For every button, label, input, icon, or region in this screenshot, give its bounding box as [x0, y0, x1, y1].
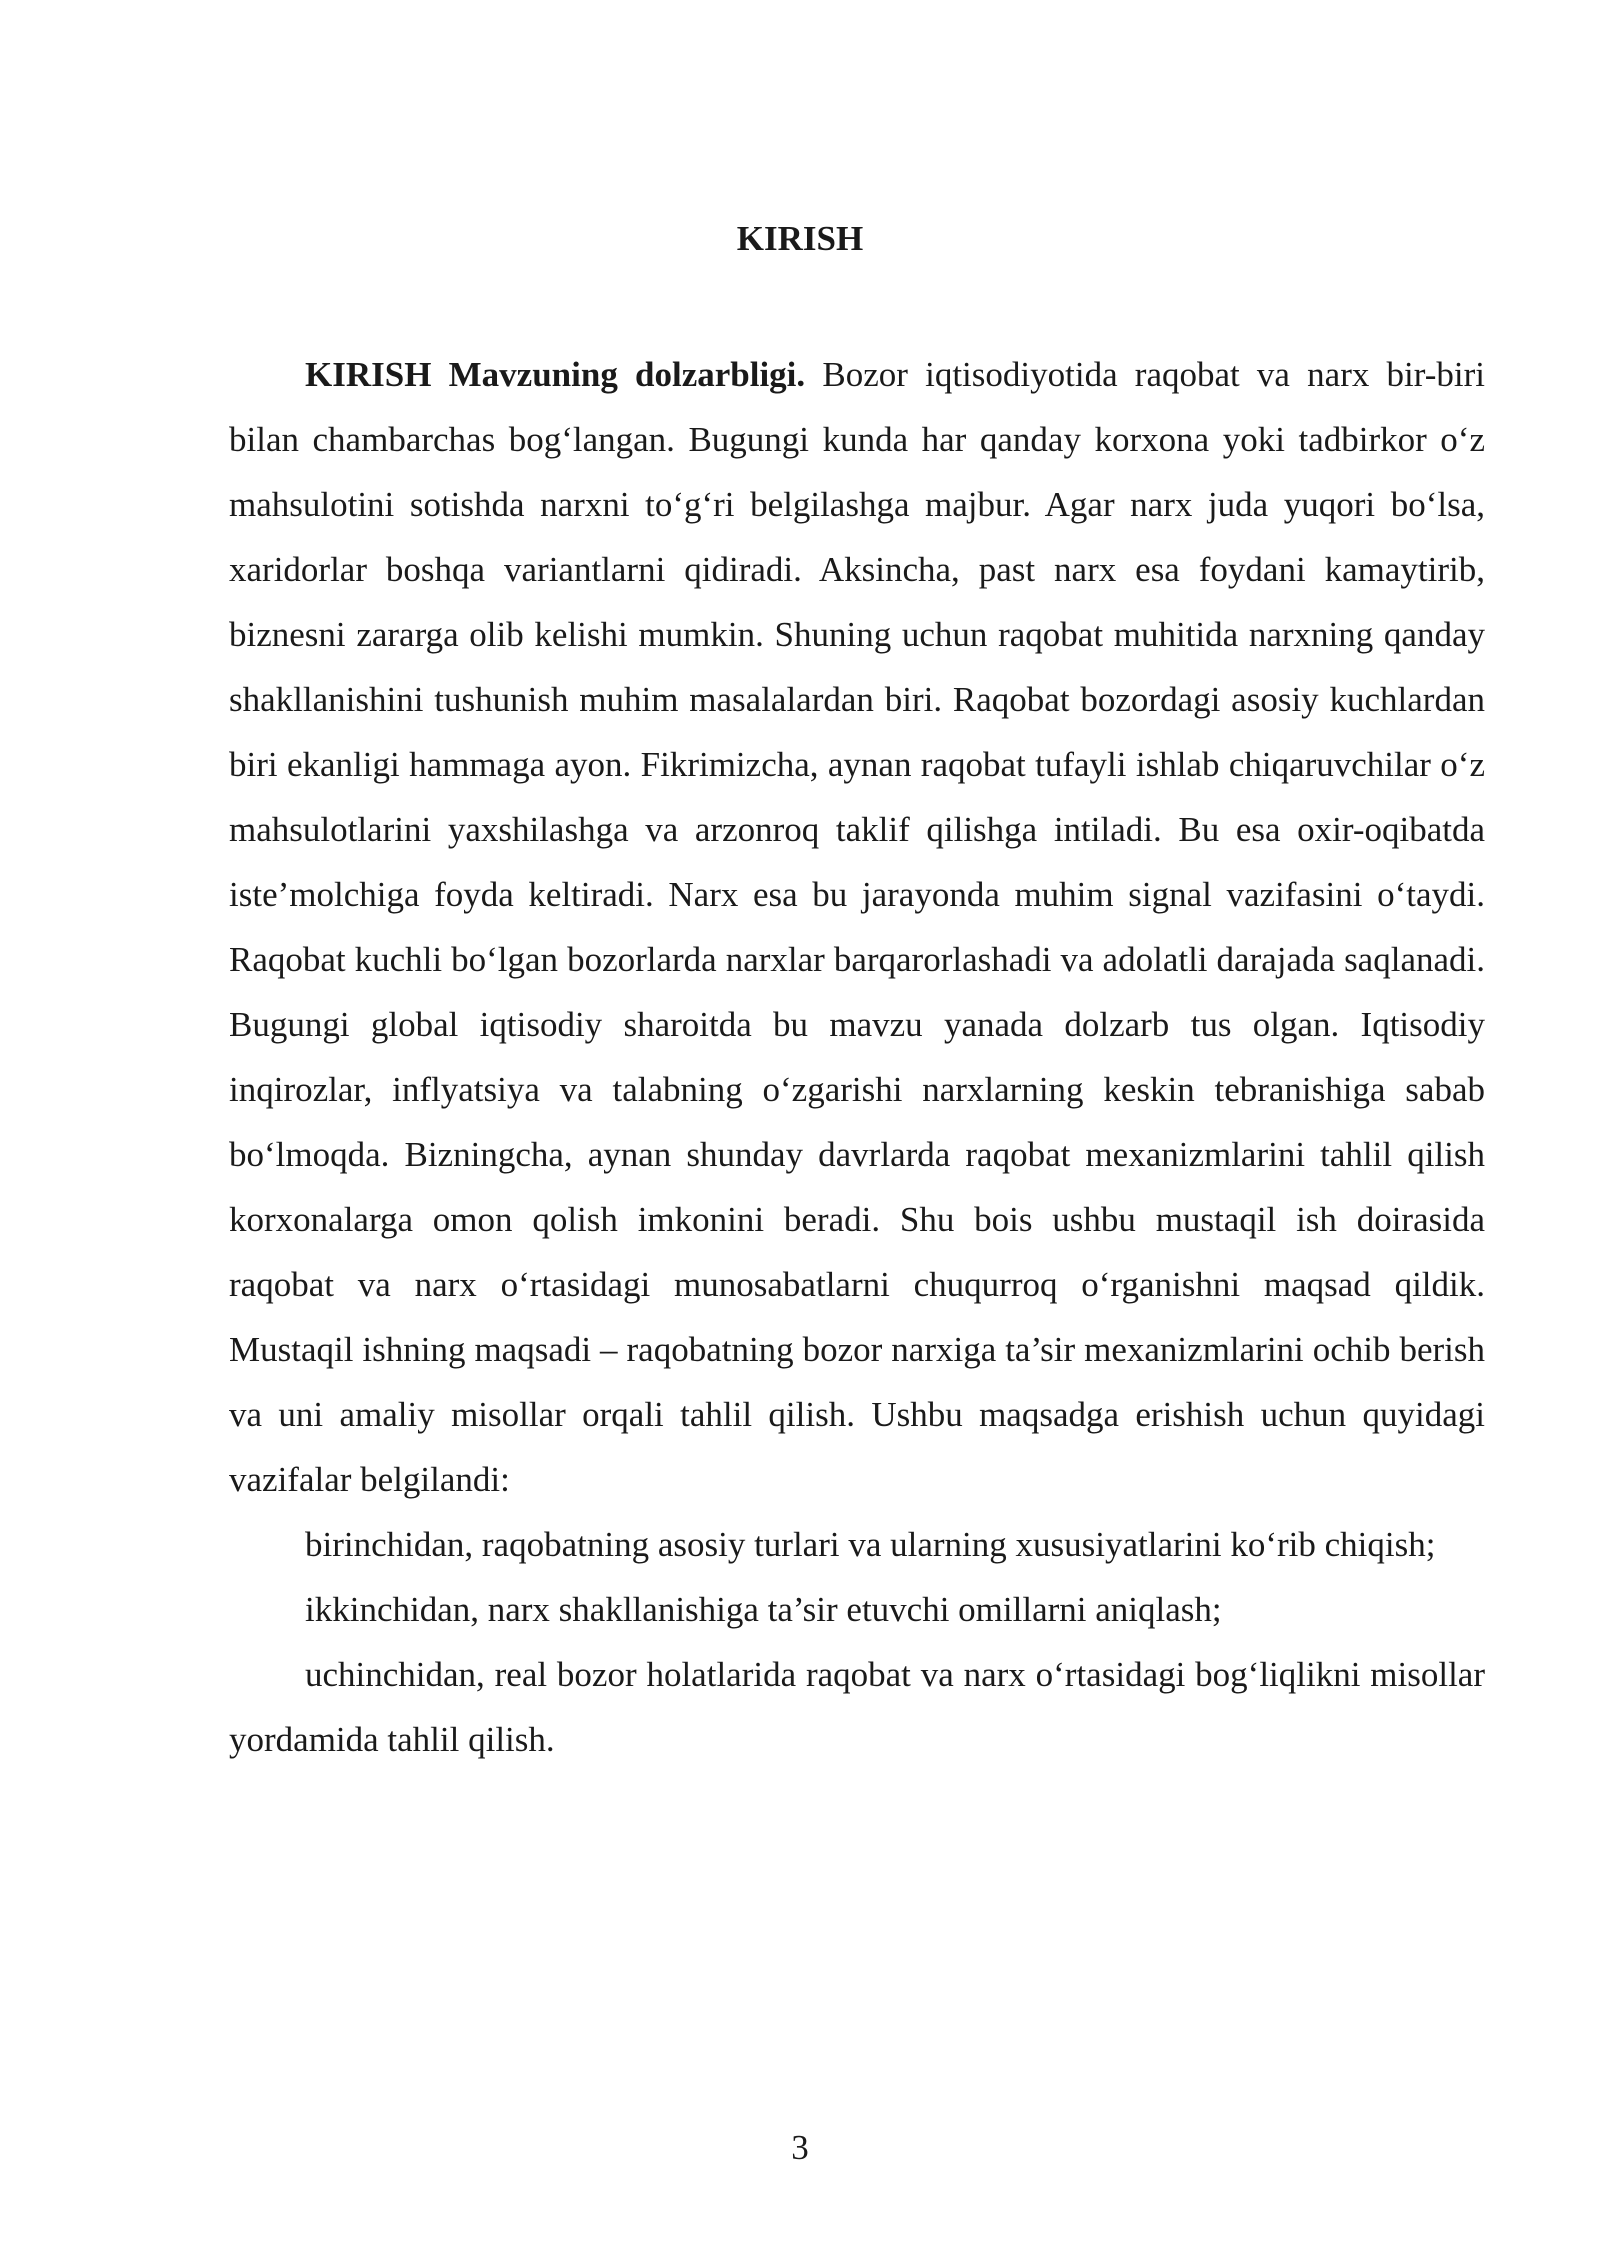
task-item-2: ikkinchidan, narx shakllanishiga ta’sir etuvchi omillarni aniqlash;	[305, 1590, 1222, 1629]
intro-text: Bozor iqtisodiyotida raqobat va narx bir-biri bilan chambarchas bog‘langan. Bugungi kunda har qanday korxona yoki tadbirkor o‘z mahsulotini sotishda narxni to‘g‘ri belgilashga majbur. Agar narx juda yuqori bo‘lsa, xaridorlar boshqa variantlarni qidiradi. Aksincha, past narx esa foydani kamaytirib, biznesni zararga olib kelishi mumkin. Shuning uchun raqobat muhitida narxning qanday shakllanishini tushunish muhim masalalardan biri. Raqobat bozordagi asosiy kuchlardan biri ekanligi hammaga ayon. Fikrimizcha, aynan raqobat tufayli ishlab chiqaruvchilar o‘z mahsulotlarini yaxshilashga va arzonroq taklif qilishga intiladi. Bu esa oxir-oqibatda iste’molchiga foyda keltiradi. Narx esa bu jarayonda muhim signal vazifasini o‘taydi. Raqobat kuchli bo‘lgan bozorlarda narxlar barqarorlashadi va adolatli darajada saqlanadi. Bugungi global iqtisodiy sharoitda bu mavzu yanada dolzarb tus olgan. Iqtisodiy inqirozlar, inflyatsiya va talabning o‘zgarishi narxlarning keskin tebranishiga sabab bo‘lmoqda. Bizningcha, aynan shunday davrlarda raqobat mexanizmlarini tahlil qilish korxonalarga omon qolish imkonini beradi. Shu bois ushbu mustaqil ish doirasida raqobat va narx o‘rtasidagi munosabatlarni chuqurroq o‘rganishni maqsad qildik. Mustaqil ishning maqsadi – raqobatning bozor narxiga ta’sir mexanizmlarini ochib berish va uni amaliy misollar orqali tahlil qilish. Ushbu maqsadga erishish uchun quyidagi vazifalar belgilandi:	[229, 355, 1485, 1499]
body-text	[229, 342, 1485, 1772]
intro-lead: KIRISH Mavzuning dolzarbligi.	[305, 355, 806, 394]
page-number: 3	[791, 2128, 809, 2167]
intro-paragraph	[229, 342, 1485, 1512]
task-item-3: uchinchidan, real bozor holatlarida raqobat va narx o‘rtasidagi bog‘liqlikni misollar yordamida tahlil qilish.	[229, 1655, 1485, 1759]
task-item-1: birinchidan, raqobatning asosiy turlari va ularning xususiyatlarini ko‘rib chiqish;	[305, 1525, 1436, 1564]
section-heading: KIRISH	[736, 219, 864, 258]
